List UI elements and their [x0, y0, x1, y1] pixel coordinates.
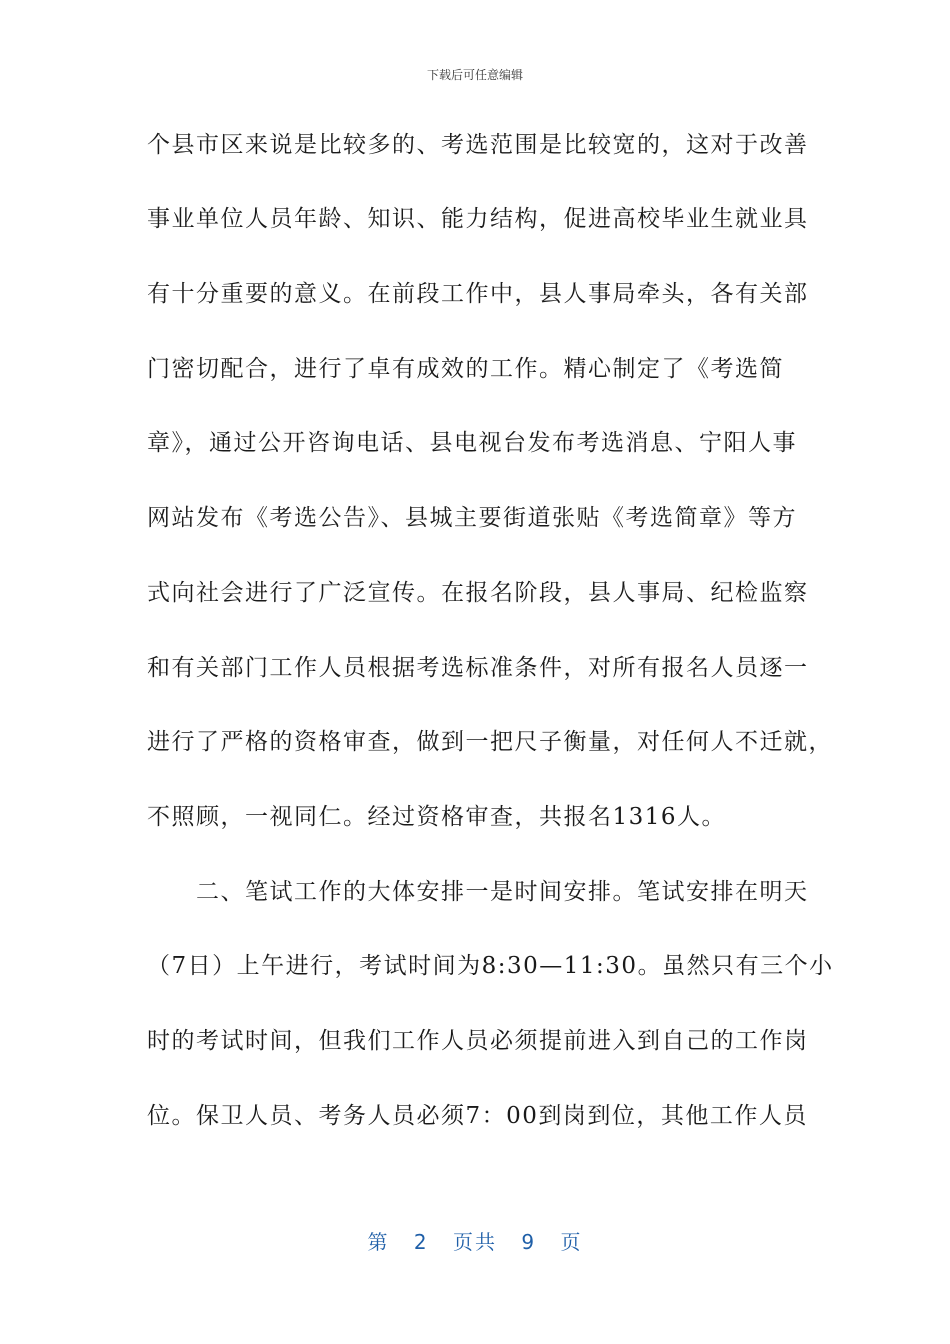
text-line: 章》，通过公开咨询电话、县电视台发布考选消息、宁阳人事 [147, 430, 797, 456]
page-of-label: 页共 [453, 1230, 497, 1254]
text-line: 时的考试时间，但我们工作人员必须提前进入到自己的工作岗 [147, 1028, 809, 1054]
text-line: 事业单位人员年龄、知识、能力结构，促进高校毕业生就业具 [147, 206, 809, 232]
text-line: 有十分重要的意义。在前段工作中，县人事局牵头，各有关部 [147, 281, 809, 307]
text-line: 进行了严格的资格审查，做到一把尺子衡量，对任何人不迁就， [147, 729, 833, 755]
page-number: 2 [413, 1230, 429, 1254]
text-line: 和有关部门工作人员根据考选标准条件，对所有报名人员逐一 [147, 655, 809, 681]
page-header: 下载后可任意编辑 [426, 68, 523, 82]
text-line: （7日）上午进行，考试时间为8:30—11:30。虽然只有三个小 [147, 953, 834, 979]
text-line: 式向社会进行了广泛宣传。在报名阶段，县人事局、纪检监察 [147, 580, 809, 606]
page-label: 第 [367, 1230, 390, 1254]
page-footer [0, 1226, 950, 1255]
text-line: 位。保卫人员、考务人员必须7：00到岗到位，其他工作人员 [147, 1103, 808, 1129]
text-line: 个县市区来说是比较多的、考选范围是比较宽的，这对于改善 [147, 132, 809, 158]
text-line: 网站发布《考选公告》、县城主要街道张贴《考选简章》等方 [147, 505, 797, 531]
text-line: 门密切配合，进行了卓有成效的工作。精心制定了《考选简 [147, 356, 784, 382]
page-suffix: 页 [560, 1230, 583, 1254]
text-line: 不照顾，一视同仁。经过资格审查，共报名1316人。 [147, 804, 727, 830]
total-pages: 9 [521, 1230, 537, 1254]
text-line: 二、笔试工作的大体安排一是时间安排。笔试安排在明天 [147, 879, 809, 905]
